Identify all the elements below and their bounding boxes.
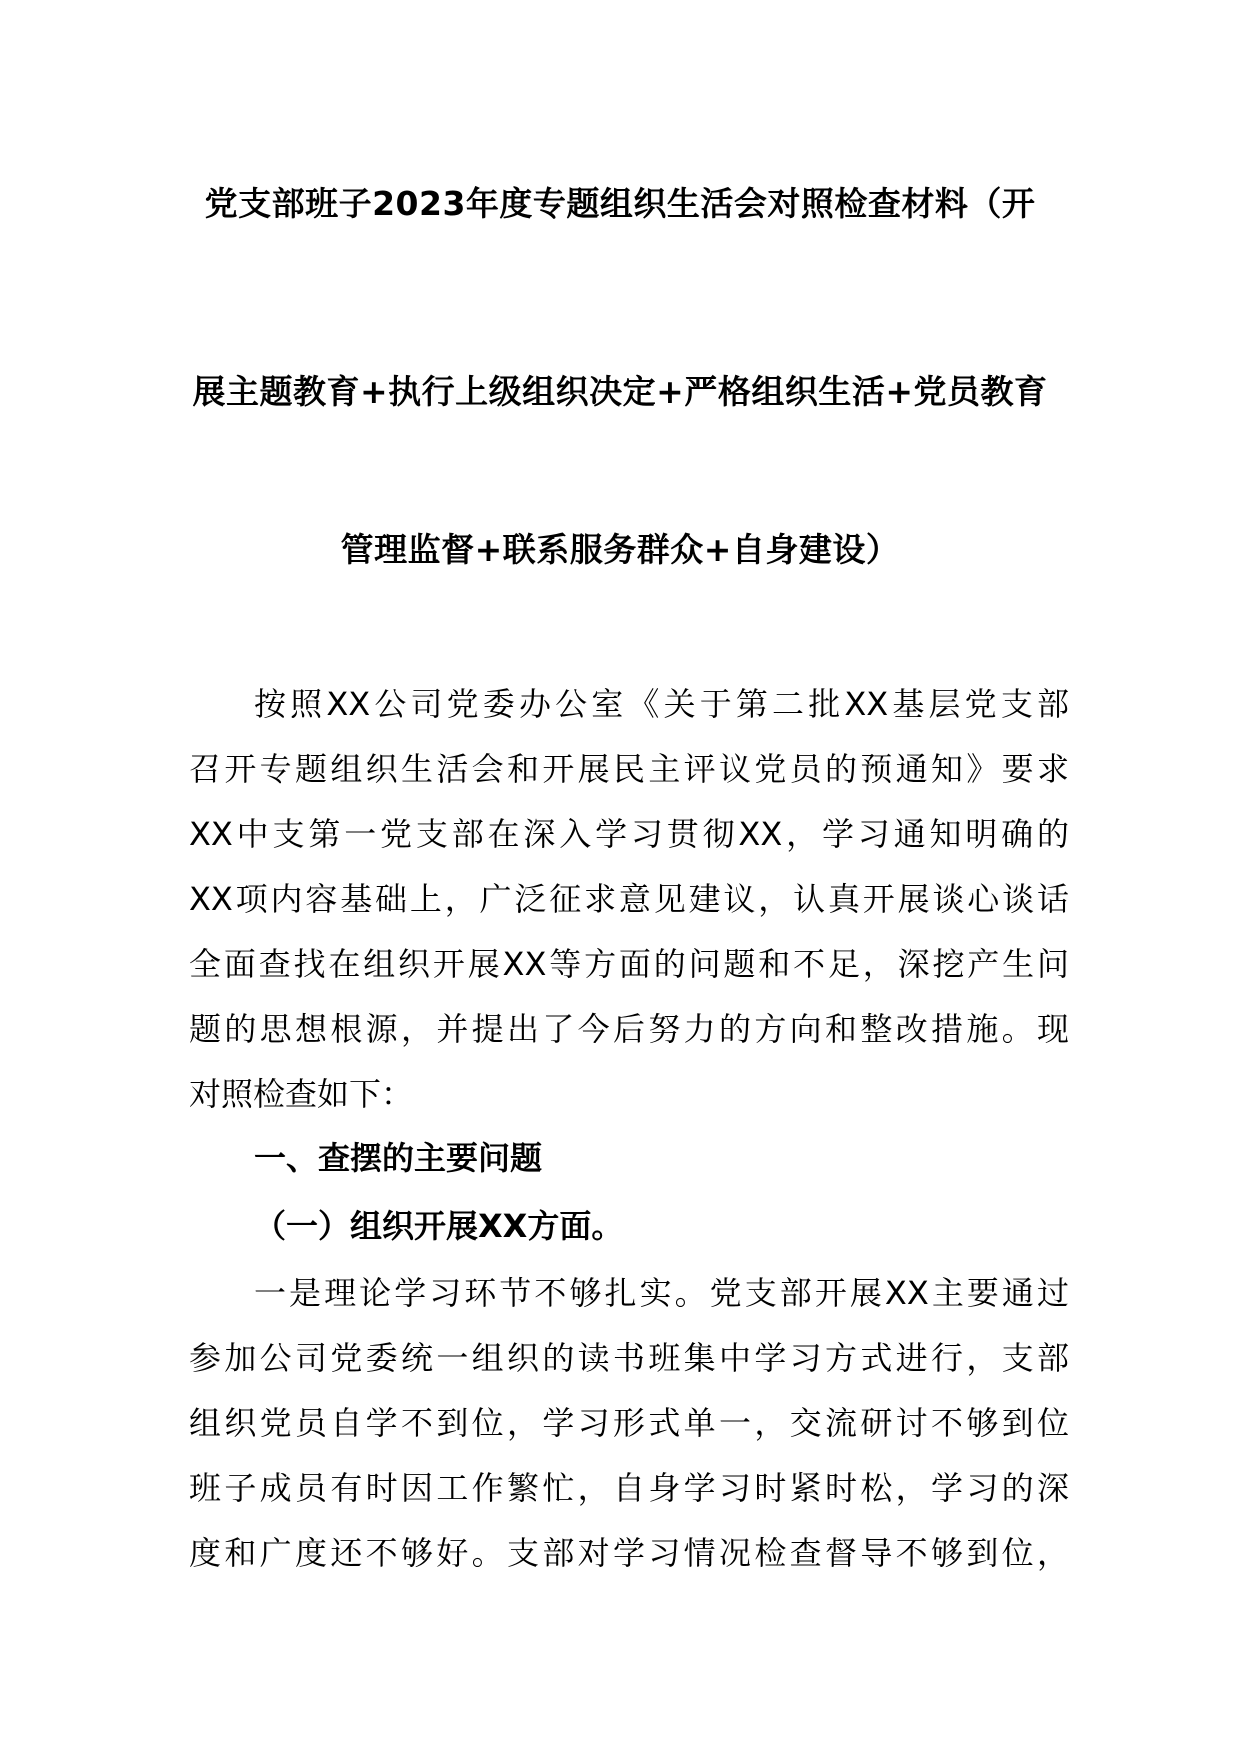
section-heading: 一、查摆的主要问题 <box>254 1139 543 1177</box>
subsection-heading: （一）组织开展XX方面。 <box>254 1207 624 1245</box>
body-paragraph-line: 度和广度还不够好。支部对学习情况检查督导不够到位， <box>189 1534 1069 1572</box>
document-title-line-2: 展主题教育+执行上级组织决定+严格组织生活+党员教育 <box>192 372 1048 411</box>
body-paragraph-line: 组织党员自学不到位，学习形式单一，交流研讨不够到位 <box>189 1404 1069 1442</box>
intro-paragraph-line: 全面查找在组织开展XX等方面的问题和不足，深挖产生问 <box>189 945 1069 983</box>
intro-paragraph-line: 召开专题组织生活会和开展民主评议党员的预通知》要求 <box>189 750 1069 788</box>
intro-paragraph-line: 题的思想根源，并提出了今后努力的方向和整改措施。现 <box>189 1010 1069 1048</box>
intro-paragraph-line: XX中支第一党支部在深入学习贯彻XX，学习通知明确的 <box>189 815 1069 853</box>
intro-paragraph-line: XX项内容基础上，广泛征求意见建议，认真开展谈心谈话 <box>189 880 1069 918</box>
intro-paragraph-line: 按照XX公司党委办公室《关于第二批XX基层党支部 <box>254 685 1069 723</box>
document-title-line-1: 党支部班子2023年度专题组织生活会对照检查材料（开 <box>204 184 1036 223</box>
document-title-line-3: 管理监督+联系服务群众+自身建设） <box>340 530 900 569</box>
body-paragraph-line: 参加公司党委统一组织的读书班集中学习方式进行，支部 <box>189 1339 1069 1377</box>
body-paragraph-line: 一是理论学习环节不够扎实。党支部开展XX主要通过 <box>254 1274 1069 1312</box>
body-paragraph-line: 班子成员有时因工作繁忙，自身学习时紧时松，学习的深 <box>189 1469 1069 1507</box>
intro-paragraph-line: 对照检查如下： <box>189 1075 414 1113</box>
